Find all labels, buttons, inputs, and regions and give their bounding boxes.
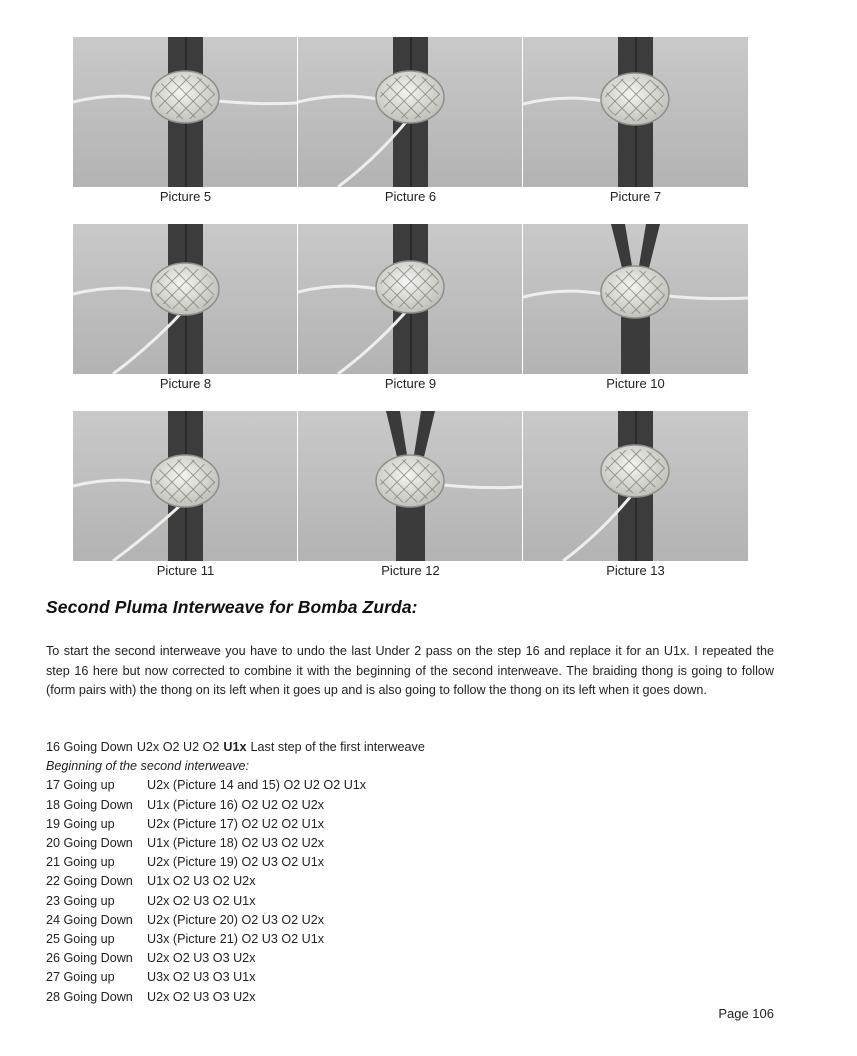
- photo-row: [73, 37, 748, 187]
- page-number: Page 106: [718, 1006, 774, 1021]
- step-text: U2x O2 U2 O2: [136, 740, 220, 754]
- step-line: [46, 796, 425, 815]
- intro-paragraph: To start the second interweave you have to undo the last Under 2 pass on the step 16 and replace it for an U1x. I repeated the step 16 here but now corrected to combine it with the beginning of the second interweave. The braiding thong is going to follow (form pairs with) the thong on its left when it goes up and is also going to follow the thong on its left when it goes down.: [46, 644, 774, 697]
- knot-photo: [523, 411, 748, 561]
- step-line: [46, 834, 425, 853]
- step-line: [46, 815, 425, 834]
- step-line: [46, 872, 425, 891]
- photo-caption: Picture 5: [159, 189, 212, 204]
- step-text: U1x (Picture 16) O2 U2 O2 U2x: [147, 797, 325, 812]
- knot-photo: [523, 37, 748, 187]
- caption-row: [73, 187, 748, 224]
- knot-illustration: [73, 37, 298, 187]
- step-line: [46, 776, 425, 795]
- knot-illustration: [298, 37, 523, 187]
- step-text: U2x (Picture 20) O2 U3 O2 U2x: [147, 912, 325, 927]
- photo-row: [73, 411, 748, 561]
- photo-caption: Picture 8: [159, 376, 212, 391]
- step-line: [46, 853, 425, 872]
- knot-illustration: [298, 411, 523, 561]
- step-label: 21 Going up: [46, 855, 115, 870]
- step-line: [46, 968, 425, 987]
- photo-grid: [73, 37, 748, 598]
- photo-caption: Picture 10: [606, 376, 665, 391]
- step-label: 18 Going Down: [46, 797, 133, 812]
- knot-photo: [73, 224, 298, 374]
- knot-illustration: [298, 224, 523, 374]
- photo-caption: Picture 9: [384, 376, 437, 391]
- section-heading: Second Pluma Interweave for Bomba Zurda:: [46, 597, 418, 617]
- photo-row: [73, 224, 748, 374]
- knot-illustration: [73, 411, 298, 561]
- step-label: 25 Going up: [46, 932, 115, 947]
- step-text: U2x O2 U3 O3 U2x: [147, 989, 256, 1004]
- caption-row: [73, 374, 748, 411]
- step-label: 28 Going Down: [46, 989, 133, 1004]
- step-text: U2x (Picture 19) O2 U3 O2 U1x: [147, 855, 325, 870]
- step-line: [46, 949, 425, 968]
- step-label: 23 Going up: [46, 893, 115, 908]
- step-label: 20 Going Down: [46, 836, 133, 851]
- knot-photo: [298, 411, 523, 561]
- step-text: U1x (Picture 18) O2 U3 O2 U2x: [147, 836, 325, 851]
- step-text: U2x O2 U3 O3 U2x: [147, 951, 256, 966]
- step-line: [46, 930, 425, 949]
- step-bold-text: U1x: [223, 740, 247, 754]
- subheading: Beginning of the second interweave:: [46, 759, 250, 774]
- step-line: [46, 911, 425, 930]
- step-label: 16 Going Down: [46, 740, 133, 754]
- step-text: U2x O2 U3 O2 U1x: [147, 893, 256, 908]
- step-text: U2x (Picture 14 and 15) O2 U2 O2 U1x: [147, 778, 367, 793]
- knot-photo: [73, 37, 298, 187]
- knot-photo: [298, 224, 523, 374]
- step-label: 19 Going up: [46, 816, 115, 831]
- photo-caption: Picture 7: [609, 189, 662, 204]
- knot-illustration: [73, 224, 298, 374]
- knot-photo: [298, 37, 523, 187]
- step-label: 17 Going up: [46, 778, 115, 793]
- step-text: U3x O2 U3 O3 U1x: [147, 970, 256, 985]
- knot-illustration: [523, 37, 748, 187]
- step-label: 26 Going Down: [46, 951, 133, 966]
- step-label: 22 Going Down: [46, 874, 133, 889]
- steps-list: [46, 738, 425, 1007]
- photo-caption: Picture 11: [156, 563, 215, 578]
- step-text: U1x O2 U3 O2 U2x: [147, 874, 256, 889]
- caption-row: [73, 561, 748, 598]
- step-line: [46, 988, 425, 1007]
- knot-photo: [523, 224, 748, 374]
- step-text: U2x (Picture 17) O2 U2 O2 U1x: [147, 816, 325, 831]
- knot-illustration: [523, 224, 748, 374]
- step-text: U3x (Picture 21) O2 U3 O2 U1x: [147, 932, 325, 947]
- step-line: [46, 738, 425, 757]
- step-label: 27 Going up: [46, 970, 115, 985]
- knot-illustration: [523, 411, 748, 561]
- step-note: Last step of the first interweave: [250, 740, 425, 754]
- step-lines: [46, 776, 425, 1006]
- photo-caption: Picture 13: [606, 563, 665, 578]
- photo-caption: Picture 6: [384, 189, 437, 204]
- knot-photo: [73, 411, 298, 561]
- photo-caption: Picture 12: [381, 563, 440, 578]
- step-label: 24 Going Down: [46, 912, 133, 927]
- step-line: [46, 892, 425, 911]
